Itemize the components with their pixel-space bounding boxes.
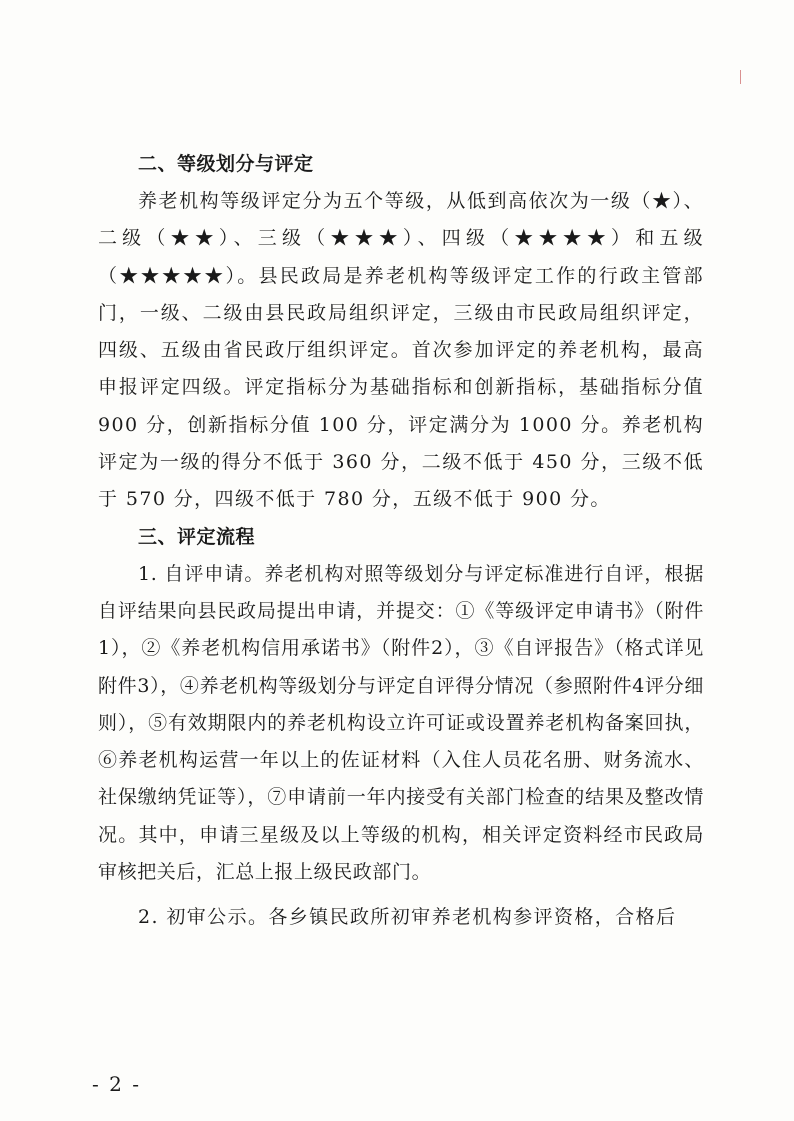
section-heading-process: 三、评定流程 bbox=[138, 525, 256, 548]
scan-mark bbox=[740, 70, 741, 84]
paragraph-self-assessment: 1. 自评申请。养老机构对照等级划分与评定标准进行自评，根据自评结果向县民政局提出申请，并提交：①《等级评定申请书》（附件1），②《养老机构信用承诺书》（附件2），③《自评报告》（格式详见附件3），④养老机构等级划分与评定自评得分情况（参照附件4评分细则），⑤有效期限内的养老机构设立许可证或设置养老机构备案回执，⑥养老机构运营一年以上的佐证材料（入住人员花名册、财务流水、社保缴纳凭证等），⑦申请前一年内接受有关部门检查的结果及整改情况。其中，申请三星级及以上等级的机构，相关评定资料经市民政局审核把关后，汇总上报上级民政部门。 bbox=[98, 562, 704, 884]
paragraph-preliminary-review: 2. 初审公示。各乡镇民政所初审养老机构参评资格，合格后 bbox=[138, 906, 677, 929]
paragraph-grading: 养老机构等级评定分为五个等级，从低到高依次为一级（★）、二级（★★）、三级（★★★）、四级（★★★★）和五级（★★★★★）。县民政局是养老机构等级评定工作的行政主管部门，一级、二级由县民政局组织评定，三级由市民政局组织评定，四级、五级由省民政厅组织评定。首次参加评定的养老机构，最高申报评定四级。评定指标分为基础指标和创新指标，基础指标分值 900 分，创新指标分值 100 分，评定满分为 1000 分。养老机构评定为一级的得分不低于 360 分，二级不低于 450 分，三级不低于 570 分，四级不低于 780 分，五级不低于 900 分。 bbox=[98, 190, 704, 511]
document-body bbox=[98, 146, 704, 937]
section-heading-grading: 二、等级划分与评定 bbox=[138, 153, 314, 175]
page-number: - 2 - bbox=[92, 1072, 141, 1096]
